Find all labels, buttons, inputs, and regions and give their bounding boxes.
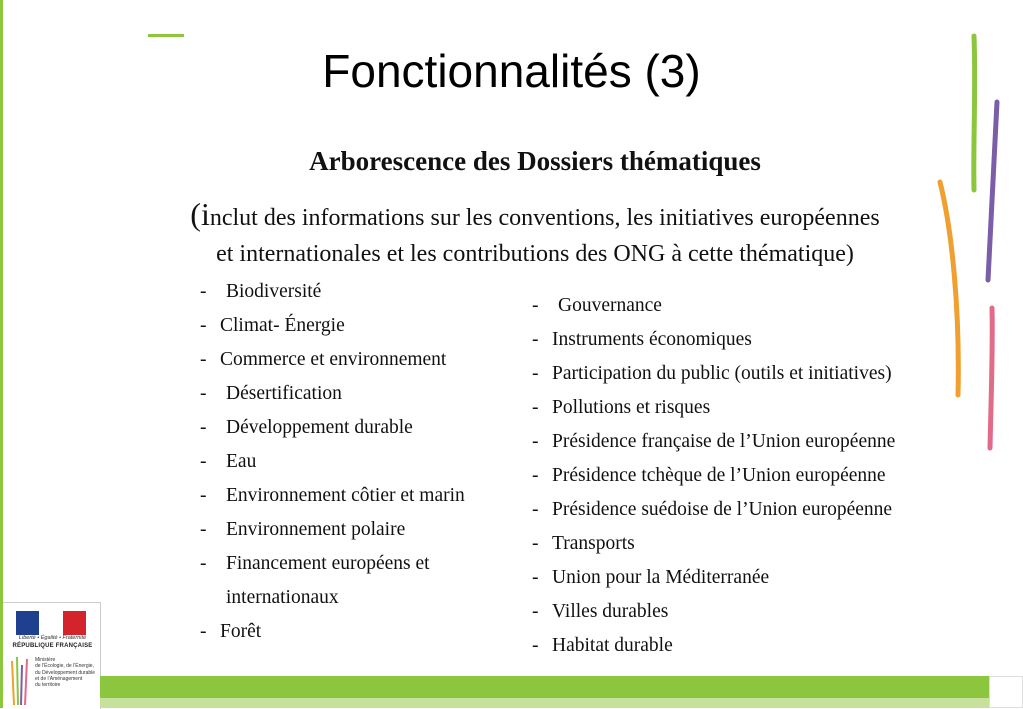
theme-list-right (532, 289, 895, 663)
theme-item (532, 493, 895, 527)
list-dash: - (532, 431, 539, 452)
theme-label: Transports (552, 533, 635, 554)
theme-label: Habitat durable (552, 635, 673, 656)
theme-label: Participation du public (outils et initiatives) (552, 363, 892, 384)
footer-corner-box (989, 676, 1023, 708)
theme-label: Instruments économiques (552, 329, 752, 350)
theme-item (532, 595, 895, 629)
list-dash: - (200, 485, 207, 506)
theme-item (200, 547, 465, 615)
ministry-line: du territoire (35, 682, 61, 689)
theme-label: Développement durable (226, 417, 413, 438)
logo-ministry-text (35, 657, 99, 688)
ministry-line: et de l’Aménagement (35, 675, 83, 682)
list-dash: - (532, 295, 539, 316)
list-dash: - (532, 397, 539, 418)
theme-label: Biodiversité (226, 281, 322, 302)
intro-paragraph (100, 196, 970, 272)
theme-label-continuation: internationaux (226, 587, 339, 608)
theme-label: Villes durables (552, 601, 669, 622)
theme-label: Eau (226, 451, 257, 472)
footer-band (100, 676, 1023, 698)
theme-label: Climat- Énergie (220, 315, 345, 336)
theme-label: Présidence suédoise de l’Union européenne (552, 499, 893, 520)
theme-item (532, 357, 895, 391)
list-dash: - (200, 315, 207, 336)
theme-label: Commerce et environnement (220, 349, 447, 370)
theme-item (532, 323, 895, 357)
theme-label: Gouvernance (558, 295, 662, 316)
theme-label: Environnement côtier et marin (226, 485, 465, 506)
theme-item (532, 561, 895, 595)
theme-item (200, 411, 465, 445)
logo-republic: RÉPUBLIQUE FRANÇAISE (12, 643, 93, 649)
list-dash: - (532, 601, 539, 622)
list-dash: - (532, 465, 539, 486)
list-dash: - (200, 417, 207, 438)
theme-item (200, 615, 465, 649)
theme-label: Environnement polaire (226, 519, 406, 540)
list-dash: - (200, 553, 207, 574)
theme-list-left (200, 275, 465, 649)
ministry-stripes-icon (9, 655, 31, 707)
theme-label: Présidence française de l’Union européenne (552, 431, 896, 452)
list-dash: - (532, 329, 539, 350)
list-dash: - (200, 349, 207, 370)
theme-label: Pollutions et risques (552, 397, 711, 418)
intro-line-1: nclut des informations sur les conventions, les initiatives européennes (209, 205, 880, 231)
list-dash: - (200, 383, 207, 404)
theme-item (532, 527, 895, 561)
french-flag-icon (16, 611, 86, 635)
intro-line-2: et internationales et les contributions des ONG à cette thématique) (216, 241, 854, 267)
theme-item (200, 377, 465, 411)
ministry-logo (3, 602, 101, 709)
theme-label: Forêt (220, 621, 262, 642)
list-dash: - (200, 451, 207, 472)
theme-item (200, 343, 465, 377)
list-dash: - (200, 519, 207, 540)
theme-item (200, 275, 465, 309)
footer-band-light (100, 698, 1023, 708)
intro-open: (i (190, 196, 210, 232)
list-dash: - (532, 567, 539, 588)
theme-item (532, 425, 895, 459)
stripe-purple (988, 102, 997, 280)
theme-label: Financement européens et (226, 553, 430, 574)
list-dash: - (200, 281, 207, 302)
list-dash: - (532, 635, 539, 656)
theme-item (200, 513, 465, 547)
theme-label: Union pour la Méditerranée (552, 567, 770, 588)
theme-item (532, 459, 895, 493)
theme-item (532, 289, 895, 323)
theme-item (532, 629, 895, 663)
theme-item (200, 479, 465, 513)
theme-item (200, 309, 465, 343)
stripe-pink (990, 308, 992, 448)
theme-item (532, 391, 895, 425)
list-dash: - (532, 499, 539, 520)
decorative-stripes (930, 30, 1010, 460)
slide-subtitle: Arborescence des Dossiers thématiques (309, 146, 761, 176)
list-dash: - (532, 363, 539, 384)
list-dash: - (200, 621, 207, 642)
ministry-line: Ministère (35, 657, 56, 663)
list-dash: - (532, 533, 539, 554)
ministry-line: du Développement durable (35, 669, 96, 676)
ministry-line: de l’Écologie, de l’Énergie, (35, 663, 94, 670)
theme-label: Présidence tchèque de l’Union européenne (552, 465, 886, 486)
logo-motto: Liberté • Égalité • Fraternité (18, 635, 87, 641)
title-accent-dash (148, 34, 184, 37)
theme-label: Désertification (226, 383, 342, 404)
stripe-green (974, 36, 975, 190)
stripe-orange (940, 182, 958, 395)
theme-item (200, 445, 465, 479)
slide-title: Fonctionnalités (3) (322, 45, 701, 97)
